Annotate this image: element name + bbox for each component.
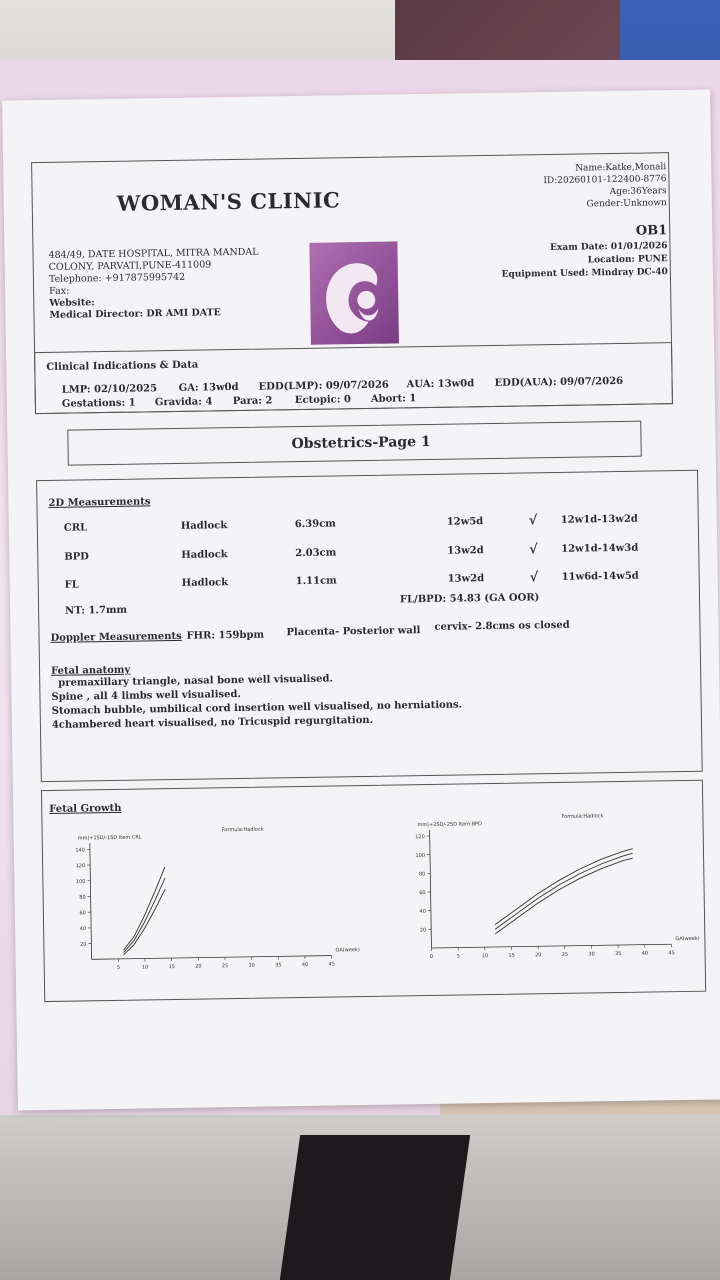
website: Website: [49, 297, 95, 309]
crl-chart-svg [53, 815, 366, 990]
nt-value: NT: 1.7mm [65, 604, 128, 617]
x-tick-label: 35 [615, 951, 622, 958]
x-tick-label: 10 [141, 964, 149, 971]
x-tick-label: 30 [248, 962, 255, 969]
y-axis-label: mm|+2SD/-2SD Item:BPD [417, 821, 483, 829]
exam-date: Exam Date: 01/01/2026 [550, 241, 668, 254]
x-tick-label: 40 [301, 961, 309, 969]
measurement-name: CRL [63, 522, 88, 534]
y-tick-label: 80 [418, 871, 426, 878]
bpd-chart-svg [393, 806, 700, 981]
x-tick-label: 30 [588, 951, 595, 958]
report-paper [2, 90, 720, 1111]
mother-child-logo [309, 241, 399, 344]
x-tick-label: 5 [116, 964, 121, 971]
y-tick-label: 60 [79, 910, 86, 917]
measurement-name: FL [64, 579, 79, 591]
ectopic: Ectopic: 0 [294, 394, 351, 407]
lmp: LMP: 02/10/2025 [61, 383, 158, 396]
doppler-fhr: FHR: 159bpm [186, 629, 265, 642]
y-axis [430, 830, 432, 948]
y-tick-label: 20 [419, 927, 427, 934]
ga: GA: 13w0d [178, 381, 239, 394]
x-tick-label: 5 [456, 953, 460, 960]
exam-location: Location: PUNE [587, 254, 668, 266]
page-title: Obstetrics-Page 1 [291, 433, 431, 453]
anatomy-line: Stomach bubble, umbilical cord insertion well visualised, no herniations. [51, 699, 463, 717]
doppler-heading: Doppler Measurements [50, 630, 182, 644]
measurement-check: √ [529, 570, 539, 586]
x-axis [92, 956, 332, 960]
x-axis-label: GA(week) [675, 935, 700, 943]
patient-id: ID:20260101-122400-8776 [543, 174, 667, 187]
y-axis-label: mm|+1SD/-1SD Item:CRL [77, 834, 142, 842]
x-tick-label: 15 [508, 952, 515, 959]
x-tick-label: 25 [561, 951, 569, 958]
abort: Abort: 1 [370, 393, 417, 405]
y-tick-label: 100 [75, 878, 86, 885]
patient-name: Name:Katke,Monali [575, 162, 667, 174]
y-tick-label: 120 [75, 863, 86, 870]
x-tick-label: 15 [168, 964, 175, 971]
chart-title: Formula:Hadlock [221, 826, 264, 834]
measurement-value: 2.03cm [295, 547, 337, 560]
x-axis-label: GA(week) [335, 947, 360, 954]
clinic-logo [309, 241, 399, 344]
y-axis [90, 843, 92, 959]
anatomy-line: premaxillary triangle, nasal bone well visualised. [58, 673, 333, 689]
x-tick-label: 20 [195, 963, 202, 970]
y-tick-label: 80 [79, 894, 86, 901]
bpd-growth-chart [393, 806, 700, 981]
x-axis [431, 944, 671, 948]
edd-lmp: EDD(LMP): 09/07/2026 [258, 379, 389, 393]
measurement-name: BPD [64, 551, 90, 563]
measurement-method: Hadlock [181, 577, 229, 589]
address-line-2: COLONY, PARVATI,PUNE-411009 [48, 259, 212, 273]
series-line [494, 858, 634, 934]
y-tick-label: 40 [79, 925, 87, 933]
aua: AUA: 13w0d [406, 378, 475, 391]
doppler-placenta: Placenta- Posterior wall [286, 625, 421, 639]
y-tick-label: 140 [75, 847, 85, 854]
measurement-method: Hadlock [181, 549, 228, 561]
measurement-ga: 12w5d [446, 516, 484, 528]
x-tick-label: 40 [641, 950, 649, 957]
x-tick-label: 35 [275, 962, 282, 969]
chart-title: Formula:Hadlock [561, 813, 604, 820]
crl-growth-chart [53, 815, 366, 990]
patient-gender: Gender:Unknown [586, 198, 667, 210]
gestations: Gestations: 1 [61, 397, 136, 410]
clinic-name: WOMAN'S CLINIC [116, 187, 341, 216]
growth-heading: Fetal Growth [49, 802, 122, 815]
gravida: Gravida: 4 [154, 396, 213, 409]
patient-age: Age:36Years [609, 186, 667, 198]
anatomy-line: 4chambered heart visualised, no Tricuspid regurgitation. [51, 714, 374, 731]
fl-bpd-ratio: FL/BPD: 54.83 (GA OOR) [399, 592, 540, 606]
background-shadow [280, 1135, 470, 1280]
x-tick-label: 0 [429, 953, 434, 961]
fax: Fax: [49, 285, 70, 297]
doppler-cervix: cervix- 2.8cms os closed [434, 619, 570, 633]
measurement-range: 12w1d-14w3d [561, 542, 639, 555]
x-tick-label: 25 [221, 963, 229, 970]
measurement-check: √ [528, 513, 538, 529]
measurement-check: √ [529, 542, 538, 558]
measurement-method: Hadlock [180, 520, 228, 532]
measurement-ga: 13w2d [447, 545, 484, 557]
address-line-1: 484/49, DATE HOSPITAL, MITRA MANDAL [48, 246, 259, 261]
clinical-box [34, 342, 673, 414]
x-tick-label: 45 [328, 961, 335, 968]
y-tick-label: 40 [419, 908, 426, 915]
x-tick-label: 20 [535, 952, 542, 959]
measurement-value: 6.39cm [294, 518, 336, 531]
series-line [122, 867, 166, 950]
edd-aua: EDD(AUA): 09/07/2026 [494, 375, 624, 389]
clinical-heading: Clinical Indications & Data [46, 359, 199, 373]
y-tick-label: 60 [419, 890, 426, 897]
para: Para: 2 [232, 395, 273, 408]
telephone: Telephone: +917875995742 [48, 271, 186, 285]
medical-director: Medical Director: DR AMI DATE [49, 307, 221, 321]
anatomy-heading: Fetal anatomy [50, 664, 131, 677]
measurement-value: 1.11cm [295, 575, 337, 588]
measurements-heading: 2D Measurements [48, 496, 151, 509]
equipment-used: Equipment Used: Mindray DC-40 [501, 267, 668, 280]
y-tick-label: 120 [415, 834, 425, 841]
measurement-range: 11w6d-14w5d [561, 570, 639, 583]
anatomy-line: Spine , all 4 limbs well visualised. [51, 688, 242, 703]
x-tick-label: 10 [481, 953, 489, 960]
y-tick-label: 100 [415, 852, 426, 859]
x-tick-label: 45 [668, 950, 675, 957]
y-tick-label: 20 [79, 941, 87, 948]
exam-code: OB1 [635, 223, 668, 239]
measurement-ga: 13w2d [447, 573, 485, 585]
measurement-range: 12w1d-13w2d [560, 513, 638, 526]
